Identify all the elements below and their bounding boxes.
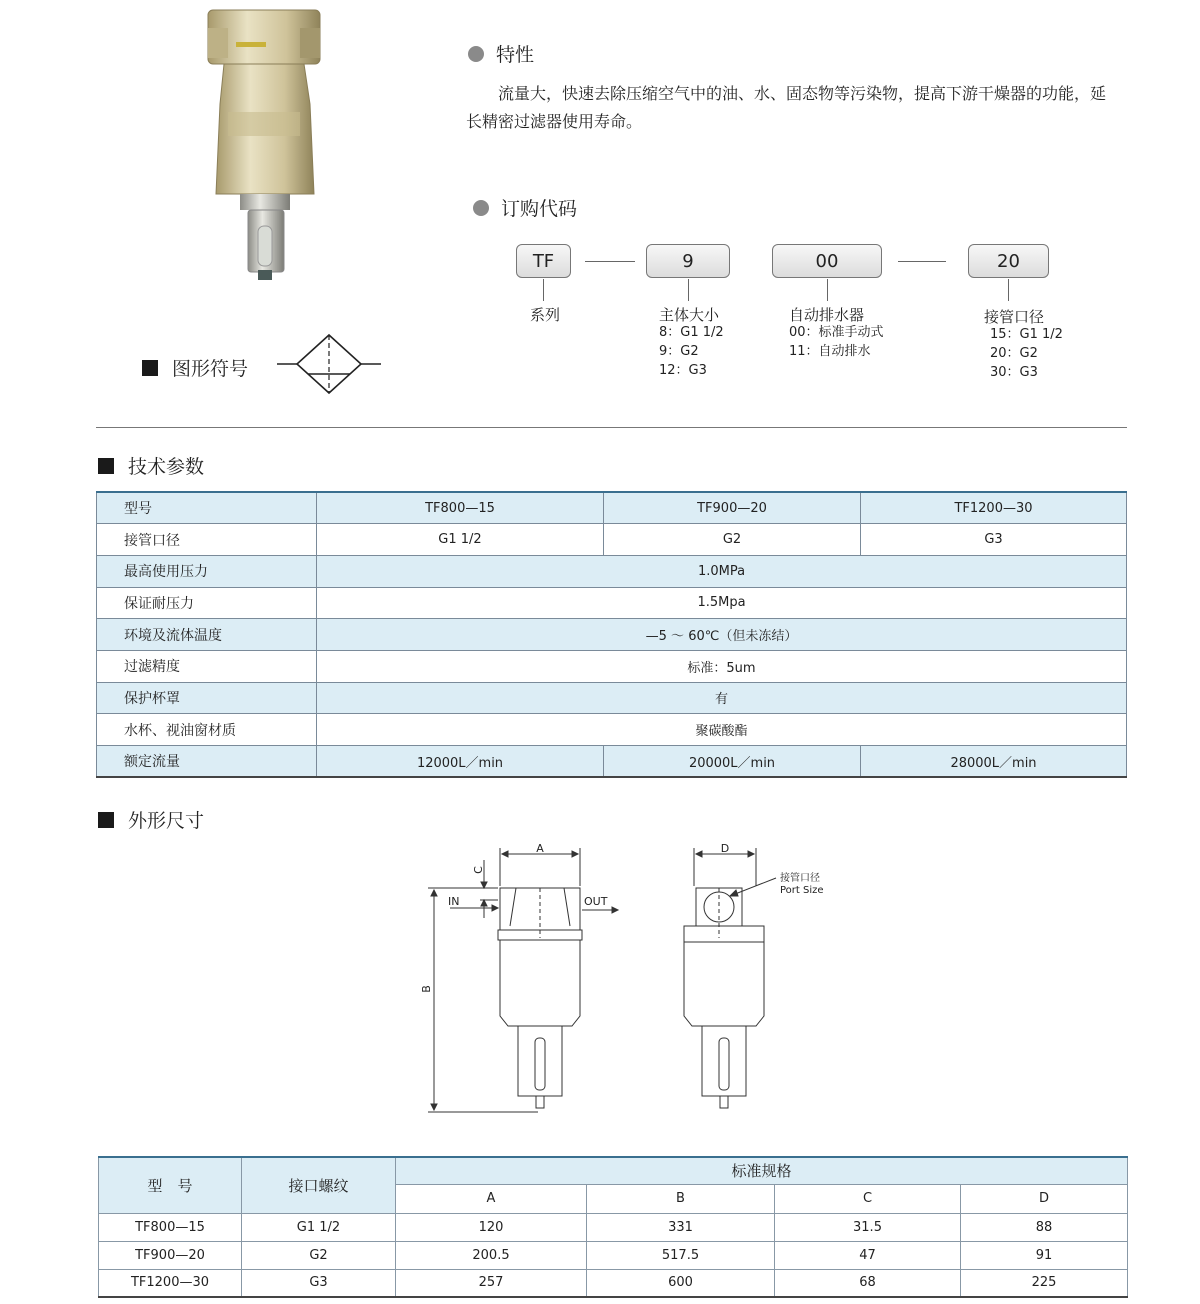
code-size-option: 9：G2: [659, 344, 699, 359]
table-cell: 225: [961, 1269, 1128, 1297]
header-model: 型 号: [99, 1157, 242, 1213]
table-cell: 200.5: [396, 1241, 587, 1269]
table-cell: 标准：5um: [317, 650, 1127, 682]
row-label: 保证耐压力: [97, 587, 317, 619]
table-row: [97, 555, 1127, 587]
dim-label-a: A: [536, 842, 544, 855]
square-bullet-icon: [98, 812, 114, 828]
code-drain-title: 自动排水器: [789, 306, 865, 324]
code-box-port: 20: [968, 244, 1049, 278]
header-col-d: D: [961, 1184, 1128, 1213]
table-cell: 聚碳酸酯: [317, 714, 1127, 746]
table-cell: 600: [587, 1269, 775, 1297]
table-row: [99, 1213, 1128, 1241]
header-col-c: C: [775, 1184, 961, 1213]
table-cell: 20000L／min: [604, 746, 861, 778]
table-cell: G1 1/2: [242, 1213, 396, 1241]
table-cell: 1.5Mpa: [317, 587, 1127, 619]
row-label: 环境及流体温度: [97, 619, 317, 651]
code-size-option: 8：G1 1/2: [659, 325, 724, 340]
dimensions-table: [98, 1156, 1128, 1298]
table-cell: 1.0MPa: [317, 555, 1127, 587]
code-port-title: 接管口径: [984, 308, 1045, 326]
code-drain-option: 00：标准手动式: [789, 325, 884, 340]
header-thread: 接口螺纹: [242, 1157, 396, 1213]
dim-label-d: D: [720, 842, 730, 855]
table-cell: 331: [587, 1213, 775, 1241]
table-cell: 517.5: [587, 1241, 775, 1269]
tech-heading-text: 技术参数: [128, 456, 205, 478]
row-label: 接管口径: [97, 524, 317, 556]
table-header-row: [99, 1157, 1128, 1184]
table-cell: 47: [775, 1241, 961, 1269]
code-size-title: 主体大小: [659, 306, 720, 324]
code-box-size: 9: [646, 244, 730, 278]
row-label: 保护杯罩: [97, 682, 317, 714]
table-cell: TF900—20: [99, 1241, 242, 1269]
code-series-title: 系列: [530, 306, 561, 324]
outline-heading: [98, 806, 204, 833]
table-row: [97, 587, 1127, 619]
code-connector: [543, 279, 544, 301]
table-cell: 28000L／min: [861, 746, 1127, 778]
square-bullet-icon: [98, 458, 114, 474]
table-cell: 91: [961, 1241, 1128, 1269]
table-cell: G1 1/2: [317, 524, 604, 556]
square-bullet-icon: [142, 360, 158, 376]
table-cell: 120: [396, 1213, 587, 1241]
code-port-option: 20：G2: [990, 346, 1038, 361]
table-cell: TF800—15: [99, 1213, 242, 1241]
front-view-drawing: [420, 838, 630, 1122]
port-size-label-cn: 接管口径: [780, 873, 820, 884]
row-label: 水杯、视油窗材质: [97, 714, 317, 746]
code-connector: [827, 279, 828, 301]
table-cell: TF800—15: [317, 492, 604, 524]
row-label: 型号: [97, 492, 317, 524]
code-connector: [1008, 279, 1009, 301]
table-cell: G3: [861, 524, 1127, 556]
table-cell: 31.5: [775, 1213, 961, 1241]
table-row: [97, 682, 1127, 714]
filter-symbol-icon: [275, 332, 383, 396]
table-cell: 68: [775, 1269, 961, 1297]
features-heading: [468, 40, 534, 67]
in-label: IN: [448, 895, 460, 908]
bullet-dot-icon: [473, 200, 489, 216]
outline-heading-text: 外形尺寸: [128, 810, 205, 832]
table-cell: G2: [604, 524, 861, 556]
code-dash: [898, 261, 946, 262]
header-col-a: A: [396, 1184, 587, 1213]
code-port-option: 30：G3: [990, 365, 1038, 380]
side-view-drawing: [672, 838, 852, 1122]
dim-label-c: C: [472, 866, 485, 874]
code-box-series: TF: [516, 244, 571, 278]
features-description: 流量大，快速去除压缩空气中的油、水、固态物等污染物，提高下游干燥器的功能，延长精密过滤器使用寿命。: [466, 84, 1107, 131]
out-label: OUT: [584, 895, 608, 908]
tech-params-table: [96, 491, 1127, 778]
symbol-heading: [142, 354, 248, 381]
code-box-drain: 00: [772, 244, 882, 278]
bullet-dot-icon: [468, 46, 484, 62]
header-spec: 标准规格: [396, 1157, 1128, 1184]
table-cell: G2: [242, 1241, 396, 1269]
table-cell: 88: [961, 1213, 1128, 1241]
table-cell: 12000L／min: [317, 746, 604, 778]
table-cell: TF1200—30: [99, 1269, 242, 1297]
table-row: [99, 1241, 1128, 1269]
port-size-label-en: Port Size: [780, 885, 824, 896]
table-cell: 257: [396, 1269, 587, 1297]
table-cell: G3: [242, 1269, 396, 1297]
table-row: [97, 746, 1127, 778]
order-code-heading: [473, 194, 577, 221]
table-row: [97, 650, 1127, 682]
row-label: 额定流量: [97, 746, 317, 778]
product-photo: [200, 4, 330, 284]
code-connector: [688, 279, 689, 301]
order-code-heading-text: 订购代码: [501, 198, 578, 220]
table-row: [99, 1269, 1128, 1297]
symbol-heading-text: 图形符号: [172, 358, 249, 380]
table-row: [97, 524, 1127, 556]
code-size-option: 12：G3: [659, 363, 707, 378]
table-cell: 有: [317, 682, 1127, 714]
table-cell: TF1200—30: [861, 492, 1127, 524]
table-row: [97, 619, 1127, 651]
section-divider: [96, 427, 1127, 428]
features-heading-text: 特性: [496, 44, 535, 66]
table-cell: TF900—20: [604, 492, 861, 524]
header-col-b: B: [587, 1184, 775, 1213]
code-dash: [585, 261, 635, 262]
code-drain-option: 11：自动排水: [789, 344, 871, 359]
table-row: [97, 492, 1127, 524]
row-label: 过滤精度: [97, 650, 317, 682]
table-cell: —5 ～ 60℃（但未冻结）: [317, 619, 1127, 651]
row-label: 最高使用压力: [97, 555, 317, 587]
code-port-option: 15：G1 1/2: [990, 327, 1063, 342]
tech-heading: [98, 452, 204, 479]
dim-label-b: B: [420, 985, 433, 993]
table-row: [97, 714, 1127, 746]
